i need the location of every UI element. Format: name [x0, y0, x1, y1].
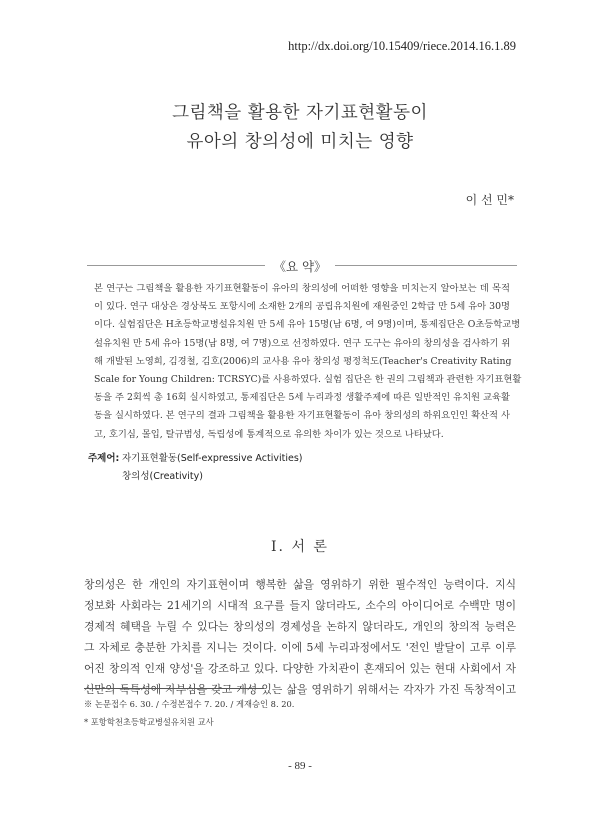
abstract-line: 고, 호기심, 몰입, 탈규범성, 독립성에 통계적으로 유의한 차이가 있는 것으로 나타났다.: [94, 428, 444, 440]
keywords-block: [88, 450, 302, 486]
body-line: 어진 창의적 인재 양성'을 강조하고 있다. 다양한 가치관이 혼재되어 있는 현대 사회에서 자: [84, 662, 516, 675]
author-name: 이 선 민*: [465, 193, 514, 207]
keywords-label: 주제어:: [88, 453, 120, 464]
body-line: 창의성은 한 개인의 자기표현이며 행복한 삶을 영위하기 위한 필수적인 능력이다. 지식: [84, 578, 516, 591]
footnote-divider: [84, 688, 264, 689]
body-line: 정보화 사회라는 21세기의 시대적 요구를 들지 않더라도, 소수의 아이디어로 수백만 명이: [84, 599, 516, 612]
abstract-body: [94, 280, 522, 444]
body-text: [84, 574, 516, 700]
abstract-line: 이 있다. 연구 대상은 경상북도 포항시에 소재한 2개의 공립유치원에 재원중인 2학급 만 5세 유아 30명: [94, 301, 510, 313]
abstract-line: Scale for Young Children: TCRSYC)를 사용하였다. 실험 집단은 한 권의 그림책과 관련한 자기표현활: [94, 374, 522, 386]
abstract-line: 설유치원 만 5세 유아 15명(남 8명, 여 7명)으로 선정하였다. 연구 도구는 유아의 창의성을 검사하기 위: [94, 337, 511, 349]
keyword-2: 창의성(Creativity): [122, 471, 203, 482]
keyword-1: 자기표현활동(Self-expressive Activities): [122, 453, 303, 464]
body-line: 신만의 독특성에 자부심을 갖고 개성 있는 삶을 영위하기 위해서는 각자가 가진 독창적이고: [84, 683, 516, 696]
abstract-line: 동을 실시하였다. 본 연구의 결과 그림책을 활용한 자기표현활동이 유아 창의성의 하위요인인 확산적 사: [94, 410, 510, 422]
abstract-line: 본 연구는 그림책을 활용한 자기표현활동이 유아의 창의성에 어떠한 영향을 미치는지 알아보는 데 목적: [94, 283, 510, 294]
section-heading: Ⅰ. 서 론: [271, 539, 329, 555]
abstract-heading: [0, 257, 600, 275]
paper-title-line-1: 그림책을 활용한 자기표현활동이: [172, 103, 428, 123]
abstract-line: 해 개발된 노영희, 김경철, 김호(2006)의 교사용 유아 창의성 평정척도(Teacher's Creativity Rating: [94, 355, 512, 367]
doi-link[interactable]: http://dx.doi.org/10.15409/riece.2014.16.1.89: [288, 39, 516, 53]
abstract-heading-label: 《요 약》: [265, 259, 334, 274]
body-line: 경제적 혜택을 누릴 수 있다는 창의성의 경제성을 논하지 않더라도, 개인의 창의적 능력은: [84, 620, 516, 633]
paper-title-line-2: 유아의 창의성에 미치는 영향: [186, 132, 414, 152]
abstract-line: 동을 주 2회씩 총 16회 실시하였고, 통제집단은 5세 누리과정 생활주제에 따른 일반적인 유치원 교육활: [94, 392, 510, 404]
abstract-line: 이다. 실험집단은 H초등학교병설유치원 만 5세 유아 15명(남 6명, 여 9명)이며, 통제집단은 O초등학교병: [94, 319, 521, 331]
page-number: - 89 -: [288, 760, 312, 772]
footnote-dates: ※ 논문접수 6. 30. / 수정본접수 7. 20. / 게재승인 8. 20.: [84, 699, 295, 709]
footnote-affiliation: * 포항학천초등학교병설유치원 교사: [84, 717, 214, 727]
body-line: 그 자체로 충분한 가치를 지니는 것이다. 이에 5세 누리과정에서도 '전인 발달이 고루 이루: [84, 641, 516, 654]
footnotes: [84, 695, 294, 731]
